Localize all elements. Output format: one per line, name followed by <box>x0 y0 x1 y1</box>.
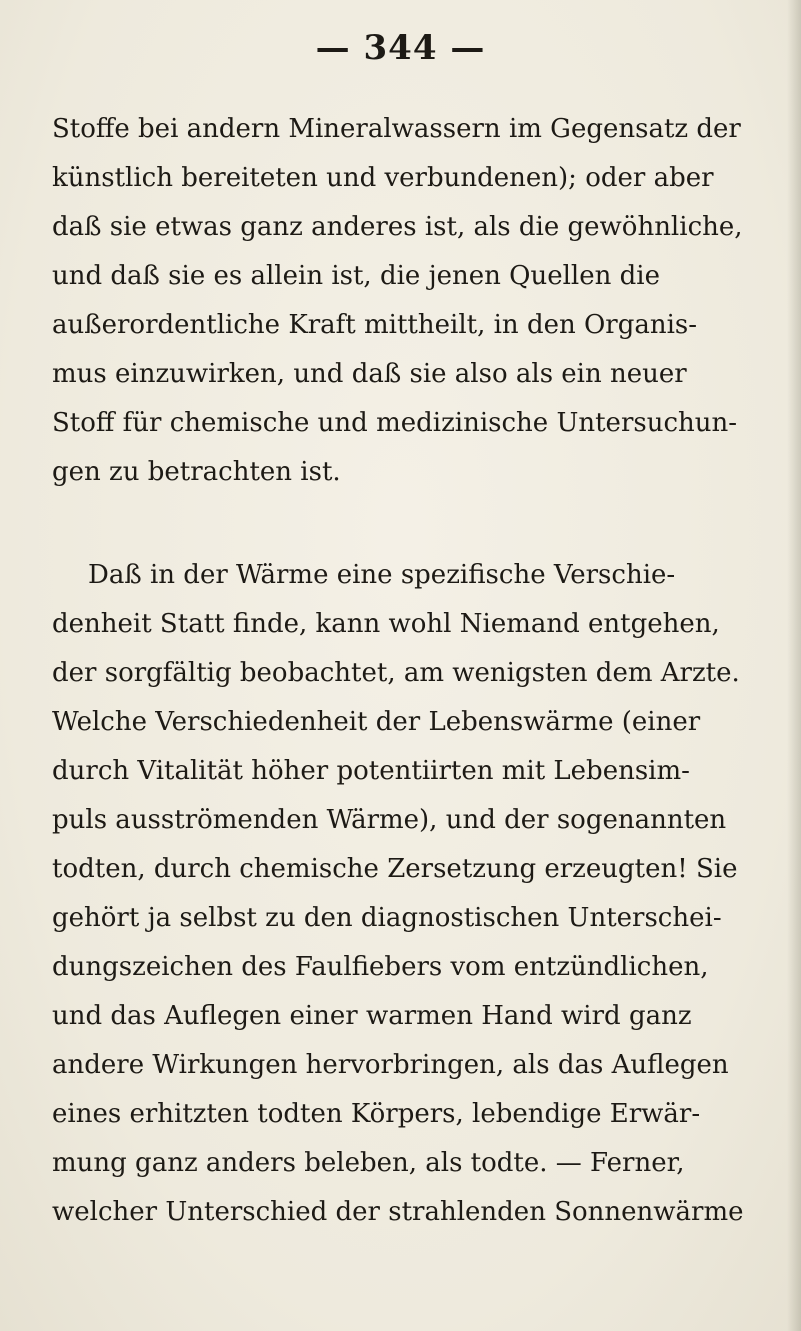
paragraph-gap <box>52 497 772 551</box>
text-line: Daß in der Wärme eine spezifische Verschie- <box>88 560 676 590</box>
text-line: denheit Statt finde, kann wohl Niemand entgehen, <box>52 609 720 639</box>
text-line: daß sie etwas ganz anderes ist, als die gewöhnliche, <box>52 212 743 242</box>
paragraph-2 <box>52 551 772 1237</box>
text-line: andere Wirkungen hervorbringen, als das Auflegen <box>52 1050 729 1080</box>
text-line: künstlich bereiteten und verbundenen); oder aber <box>52 163 714 193</box>
text-line: eines erhitzten todten Körpers, lebendige Erwär- <box>52 1099 701 1129</box>
page-number: — 344 — <box>315 28 486 68</box>
text-line: außerordentliche Kraft mittheilt, in den Organis- <box>52 310 698 340</box>
text-line: mung ganz anders beleben, als todte. — Ferner, <box>52 1148 685 1178</box>
text-line: todten, durch chemische Zersetzung erzeugten! Sie <box>52 854 738 884</box>
text-line: und das Auflegen einer warmen Hand wird ganz <box>52 1001 692 1031</box>
text-line: welcher Unterschied der strahlenden Sonnenwärme <box>52 1197 744 1227</box>
page-edge-shadow <box>787 0 801 1331</box>
body-text <box>52 105 772 1237</box>
text-line: mus einzuwirken, und daß sie also als ein neuer <box>52 359 687 389</box>
text-line: der sorgfältig beobachtet, am wenigsten dem Arzte. <box>52 658 740 688</box>
text-line: Stoffe bei andern Mineralwassern im Gegensatz der <box>52 114 741 144</box>
paragraph-1 <box>52 105 772 497</box>
text-line: Stoff für chemische und medizinische Untersuchun- <box>52 408 738 438</box>
text-line: dungszeichen des Faulfiebers vom entzündlichen, <box>52 952 709 982</box>
text-line: puls ausströmenden Wärme), und der sogenannten <box>52 805 727 835</box>
text-line: Welche Verschiedenheit der Lebenswärme (einer <box>52 707 701 737</box>
text-line: und daß sie es allein ist, die jenen Quellen die <box>52 261 660 291</box>
text-line: gen zu betrachten ist. <box>52 457 341 487</box>
text-line: durch Vitalität höher potentiirten mit Lebensim- <box>52 756 690 786</box>
text-line: gehört ja selbst zu den diagnostischen Unterschei- <box>52 903 722 933</box>
